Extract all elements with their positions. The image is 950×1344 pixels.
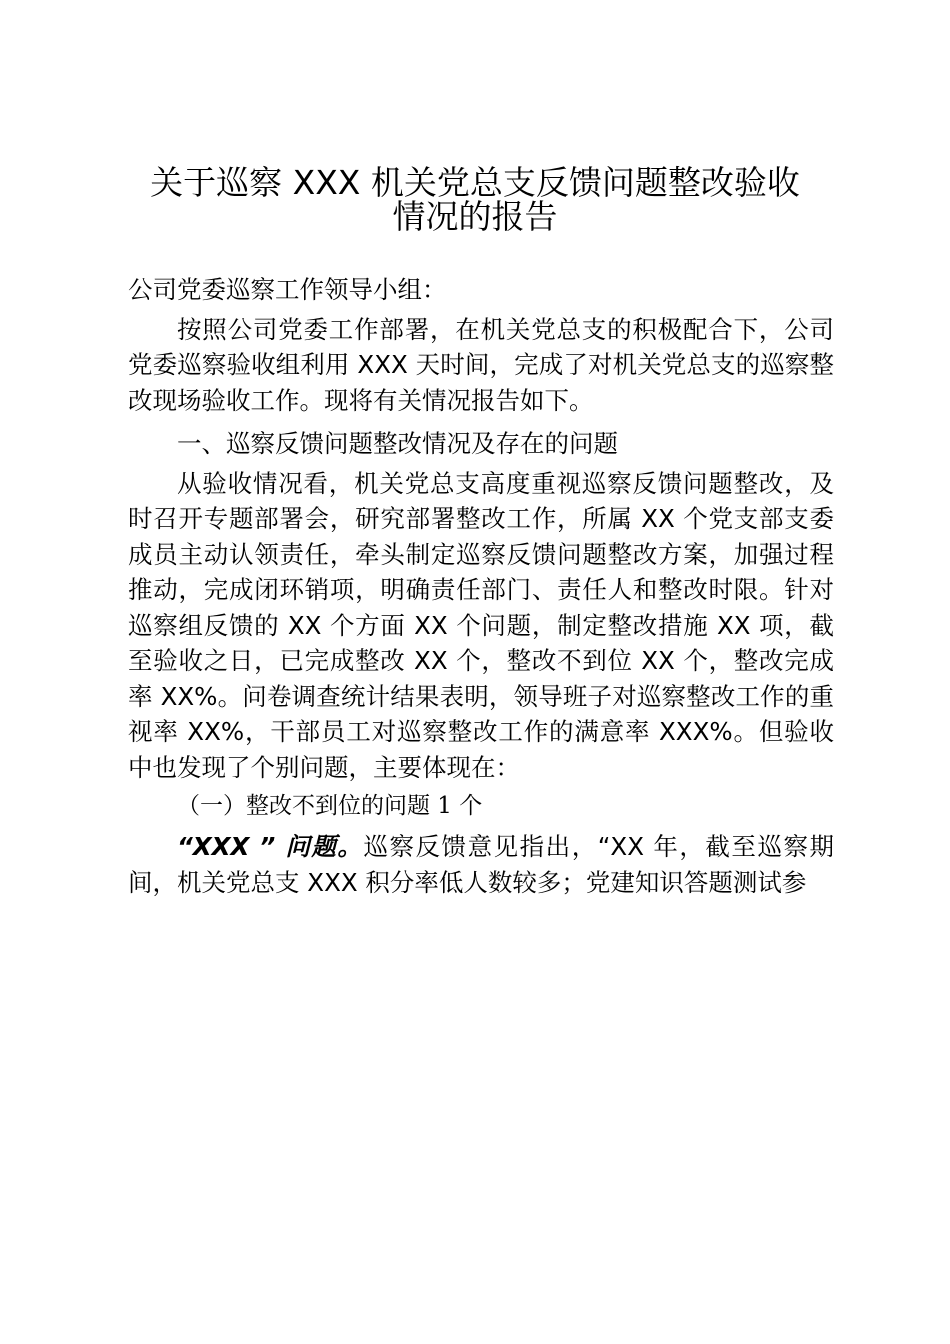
paragraph-intro: 按照公司党委工作部署，在机关党总支的积极配合下，公司党委巡察验收组利用 XXX 天时间，完成了对机关党总支的巡察整改现场验收工作。现将有关情况报告如下。 (128, 314, 834, 415)
paragraph-acceptance-summary: 从验收情况看，机关党总支高度重视巡察反馈问题整改，及时召开专题部署会，研究部署整改工作，所属 XX 个党支部支委成员主动认领责任，牵头制定巡察反馈问题整改方案，加强过程推动，完成闭环销项，明确责任部门、责任人和整改时限。针对巡察组反馈的 XX 个方面 XX 个问题，制定整改措施 XX 项，截至验收之日，已完成整改 XX 个，整改不到位 XX 个，整改完成率 XX%。问卷调查统计结果表明，领导班子对巡察整改工作的重视率 XX%，干部员工对巡察整改工作的满意率 XXX%。但验收中也发现了个别问题，主要体现在： (128, 468, 834, 782)
issue-text: 巡察反馈意见指出，“XX 年，截至巡察期间，机关党总支 XXX 积分率低人数较多；党建知识答题测试参 (128, 832, 834, 897)
title-line-1: 关于巡察 XXX 机关党总支反馈问题整改验收 (150, 163, 800, 202)
issue-label: “XXX ” 问题。 (177, 832, 364, 861)
document-title (100, 163, 850, 236)
paragraph-issue (128, 829, 834, 900)
document-body (128, 272, 834, 900)
section-heading-1: 一、巡察反馈问题整改情况及存在的问题 (177, 429, 618, 458)
salutation: 公司党委巡察工作领导小组： (128, 275, 447, 304)
title-line-2: 情况的报告 (392, 197, 558, 236)
subsection-heading-1: （一）整改不到位的问题 1 个 (177, 793, 483, 819)
